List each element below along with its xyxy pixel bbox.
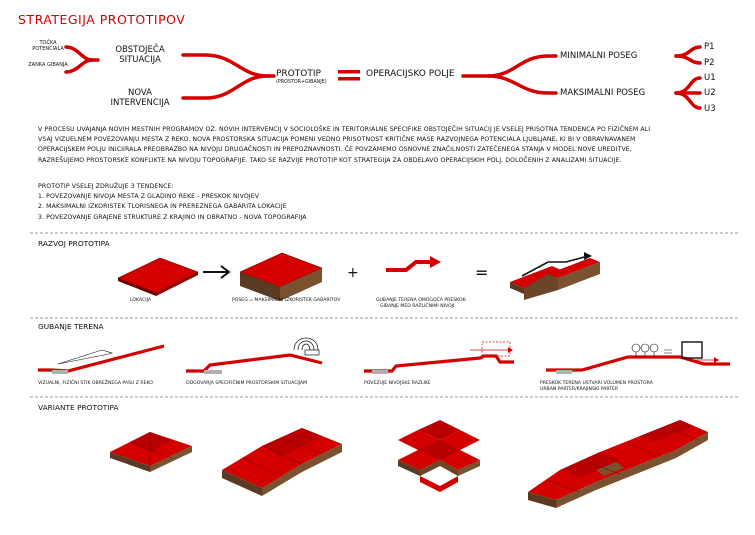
poseg-box <box>240 253 322 301</box>
caption-gubanje-1: VIZUALNI, FIZIČNI STIK OBREŽNEGA PASU Z REKO <box>38 381 153 386</box>
prototype-ramp <box>510 252 600 300</box>
caption-gubanje-3: POVEZUJE NIVOJSKE RAZLIKE <box>364 381 431 386</box>
leaf-u2: U2 <box>704 88 716 98</box>
minimalni-label: MINIMALNI POSEG <box>560 51 638 61</box>
svg-text:· ·: · · <box>114 354 119 360</box>
variant-1 <box>110 432 192 472</box>
nova-label: NOVA INTERVENCIJA <box>110 88 170 108</box>
plus-sign: + <box>347 265 359 281</box>
section-heading-gubanje: GUBANJE TERENA <box>38 322 104 331</box>
leaf-p2: P2 <box>704 58 715 68</box>
prototip-sub: (PROSTOR+GIBANJE) <box>276 80 327 85</box>
zanka-label: ZANKA GIBANJA <box>28 62 68 68</box>
caption-poseg: POSEG = MAKSIMALNI IZKORISTEK GABARITOV <box>232 298 341 303</box>
prototip-label: PROTOTIP <box>276 69 321 79</box>
gubanje-fold <box>386 256 441 270</box>
caption-lokacija: LOKACIJA <box>130 298 151 303</box>
intro-paragraph: V PROCESU UVAJANJA NOVIH MESTNIH PROGRAMOV OZ. NOVIH INTERVENCIJ V SOCIOLOŠKE IN TERITORIALNE SPECIFIKE OBSTOJEČIH SITUACIJ JE VSELEJ PRISOTNA TENDENCA PO FIZIČNEM ALI VSAJ VIZUELNEM POVEZOVANJU MESTA Z REKO. NOVA PROSTORSKA SITUACIJA POMENI VEDNO PRISOTNOST KRITIČNE MASE RAZVOJNEGA POTENCIALA LJUBLJANE, KI BI V OBRAVNAVANEM OPERACIJSKEM POLJU INICIIRALA PREOBRAZBO NA NIVOJU DRUGAČNOSTI IN PREPOZNAVNOSTI. ČE POVZAMEMO OSNOVNE ZNAČILNOSTI ZATEČENEGA STANJA V MODEL NOVE UREDITVE, RAZREŠUJEMO PROSTORSKE KONFLIKTE NA NIVOJU TOPOGRAFIJE. TAKO SE RAZVIJE PROTOTIP KOT STRATEGIJA ZA OBDELAVO OPERACIJSKIH POLJ, DOLOČENIH Z ANALIZAMI SITUACIJE. <box>38 126 651 164</box>
leaf-u3: U3 <box>704 104 716 114</box>
variant-2 <box>222 428 342 496</box>
polje-label: OPERACIJSKO POLJE <box>366 69 455 79</box>
lokacija-plate <box>118 258 198 296</box>
tocka-label: TOČKA POTENCIALA <box>32 40 64 52</box>
arrow-icon <box>203 266 229 278</box>
tendencies-list: PROTOTIP VSELEJ ZDRUŽUJE 3 TENDENCE: 1. POVEZOVANJE NIVOJA MESTA Z GLADINO REKE - PRESKOK NIVOJEV 2. MAKSIMALNI IZKORISTEK TLORISNEGA IN PREREZNEGA GABARITA LOKACIJE 3. POVEZOVANJE GRAJENE STRUKTURE Z KRAJINO IN OBRATNO - NOVA TOPOGRAFIJA <box>38 183 307 221</box>
caption-gubanje-4: PRESKOK TERENA USTVARI VOLUMEN PROSTORA URBAN PARTER/KRAJINSKI PARTER <box>540 381 653 392</box>
leaf-p1: P1 <box>704 42 715 52</box>
variant-3 <box>398 420 480 492</box>
section-heading-variante: VARIANTE PROTOTIPA <box>38 403 119 412</box>
section-heading-razvoj: RAZVOJ PROTOTIPA <box>38 239 110 248</box>
maksimalni-label: MAKSIMALNI POSEG <box>560 88 646 98</box>
equals-sign: = <box>475 263 489 282</box>
leaf-u1: U1 <box>704 73 716 83</box>
obstojeca-label: OBSTOJEČA SITUACIJA <box>115 45 165 65</box>
page-title: STRATEGIJA PROTOTIPOV <box>18 12 186 27</box>
caption-gubanje: GUBANJE TERENA OMOGOČA PRESKOK- GIBANJE MED RAZLIČNIMI NIVOJI <box>376 298 467 309</box>
variant-4 <box>528 420 708 508</box>
caption-gubanje-2: ODGOVARJA SPECIFIČNIM PROSTORSKIM SITUACIJAM <box>186 381 308 386</box>
